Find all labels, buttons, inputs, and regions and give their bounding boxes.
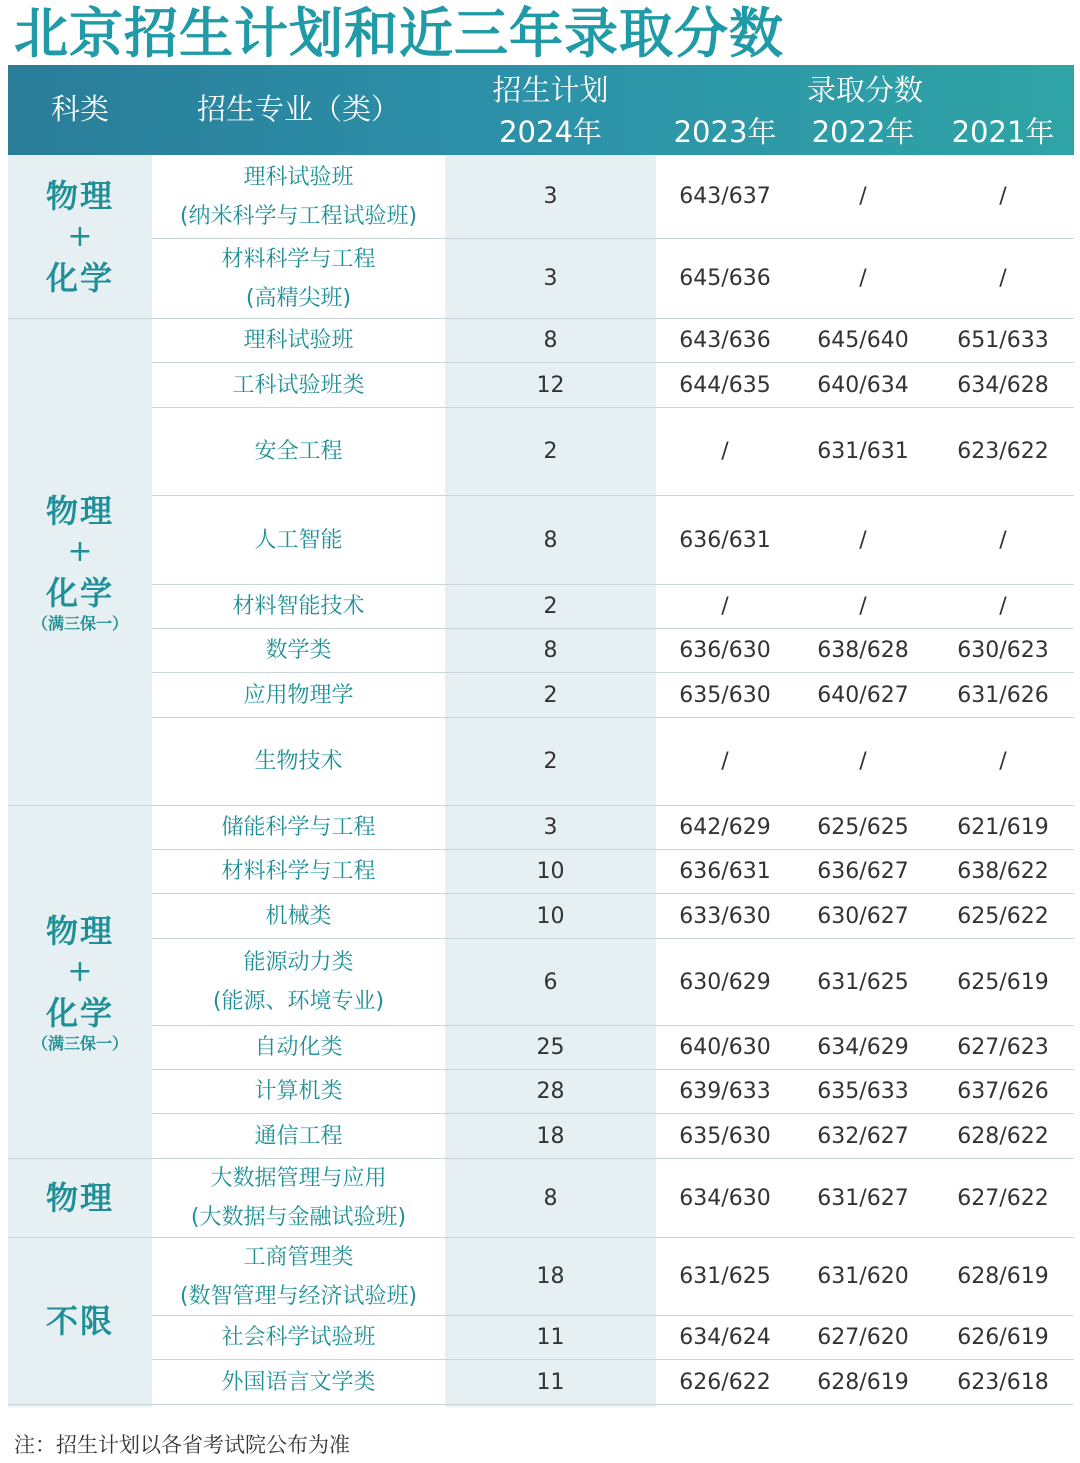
score-2023-cell: 644/635 [679,372,771,398]
header-major: 招生专业（类） [196,92,400,126]
major-cell [152,1114,445,1158]
major-name: 材料科学与工程 [221,859,376,884]
score-2022-cell: 631/625 [817,969,909,995]
table-row [152,1316,1074,1360]
major-cell [152,806,445,849]
subject-line1: 物理 [45,176,114,215]
score-2021-cell: / [999,266,1007,291]
score-2022-cell: / [859,266,867,291]
major-name: 数学类 [265,638,332,663]
score-2022-cell: 625/625 [817,815,909,840]
score-2023-cell: 635/630 [679,1123,771,1149]
table-row [152,1159,1074,1238]
plan-cell: 8 [543,328,558,353]
score-2023-cell: 630/629 [679,969,771,995]
table-row [152,585,1074,629]
header-plan-title: 招生计划 [492,73,609,107]
major-name: 理科试验班 [243,164,354,190]
major-name: 外国语言文学类 [221,1369,376,1395]
score-2021-cell: 627/622 [957,1185,1049,1211]
major-name: 自动化类 [254,1035,343,1060]
score-2022-cell: 645/640 [817,328,909,353]
major-name: 生物技术 [254,749,343,774]
table-row [152,1360,1074,1405]
score-2023-cell: 636/630 [679,638,771,663]
subject-line2: 化学 [45,994,114,1032]
score-2021-cell: 638/622 [957,859,1049,884]
major-name: 人工智能 [254,527,343,553]
plan-cell: 12 [536,372,565,398]
score-2022-cell: / [859,749,867,774]
plan-cell: 2 [543,439,558,464]
score-2023-cell: 634/630 [679,1185,771,1211]
score-2022-cell: 631/620 [817,1264,909,1289]
score-2022-cell: / [859,594,867,619]
score-2021-cell: 627/623 [957,1035,1049,1060]
header-plan-year: 2024年 [499,115,602,149]
table-row [152,939,1074,1026]
score-2023-cell: 643/637 [679,184,771,209]
table-row [152,1070,1074,1114]
major-name: 计算机类 [254,1079,343,1104]
plan-cell: 3 [543,266,558,291]
score-2023-cell: 642/629 [679,815,771,840]
table-row [152,155,1074,239]
score-2022-cell: 631/627 [817,1185,909,1211]
table-row [152,718,1074,806]
major-cell [152,1026,445,1069]
score-2021-cell: 628/622 [957,1123,1049,1149]
major-cell [152,1159,445,1237]
subject-plus: + [67,218,93,254]
score-2021-cell: 630/623 [957,638,1049,663]
score-2022-cell: 640/627 [817,682,909,708]
major-cell [152,496,445,584]
subject-note: （满三保一） [31,614,128,633]
subject-line1: 不限 [45,1302,114,1340]
score-2023-cell: 633/630 [679,903,771,929]
score-2023-cell: 631/625 [679,1264,771,1289]
subject-group [8,1238,152,1405]
major-cell [152,239,445,318]
score-2022-cell: 640/634 [817,372,909,398]
major-subname: (数智管理与经济试验班) [179,1283,418,1309]
score-2023-cell: / [721,439,729,464]
major-cell [152,155,445,238]
score-2023-cell: 636/631 [679,527,771,553]
score-2021-cell: 637/626 [957,1079,1049,1104]
plan-cell: 18 [536,1264,565,1289]
major-name: 材料科学与工程 [221,246,376,272]
score-2022-cell: 630/627 [817,903,909,929]
table-row [152,673,1074,718]
major-subname: (能源、环境专业) [212,989,385,1014]
major-name: 社会科学试验班 [221,1325,376,1350]
major-subname: (大数据与金融试验班) [190,1205,407,1230]
score-2021-cell: 628/619 [957,1264,1049,1289]
subject-note: （满三保一） [31,1034,128,1053]
score-2022-cell: 632/627 [817,1123,909,1149]
score-2021-cell: 651/633 [957,328,1049,353]
score-2021-cell: 623/618 [957,1369,1049,1395]
subject-line1: 物理 [45,1179,114,1217]
major-cell [152,585,445,628]
admission-table [8,65,1074,1407]
score-2023-cell: 634/624 [679,1325,771,1350]
plan-cell: 28 [536,1079,565,1104]
major-cell [152,673,445,717]
header-year-2021: 2021年 [951,115,1055,149]
score-2021-cell: 634/628 [957,372,1049,398]
score-2022-cell: 628/619 [817,1369,909,1395]
header-kelei: 科类 [50,92,109,126]
plan-cell: 2 [543,594,558,619]
score-2021-cell: 625/619 [957,969,1049,995]
subject-line1: 物理 [45,912,114,950]
table-body [8,155,1074,1407]
score-2023-cell: 636/631 [679,859,771,884]
subject-line2: 化学 [45,258,114,297]
table-row [152,408,1074,496]
score-2022-cell: 638/628 [817,638,909,663]
score-2021-cell: 623/622 [957,439,1049,464]
subject-plus: + [67,954,93,989]
score-2022-cell: / [859,184,867,209]
page-title: 北京招生计划和近三年录取分数 [14,2,784,65]
score-2022-cell: 636/627 [817,859,909,884]
table-row [152,363,1074,408]
major-name: 通信工程 [254,1123,343,1149]
score-2021-cell: / [999,594,1007,619]
major-name: 机械类 [265,903,332,929]
major-name: 材料智能技术 [232,594,365,619]
major-name: 工商管理类 [243,1244,354,1270]
score-2021-cell: / [999,749,1007,774]
footnote: 注：招生计划以各省考试院公布为准 [14,1433,350,1457]
major-name: 储能科学与工程 [221,815,376,840]
plan-cell: 10 [536,859,565,884]
header-year-2023: 2023年 [673,115,777,149]
plan-cell: 11 [536,1369,565,1395]
plan-cell: 8 [543,1185,558,1211]
subject-group [8,1159,152,1238]
score-2021-cell: 625/622 [957,903,1049,929]
plan-cell: 25 [536,1035,565,1060]
major-cell [152,1360,445,1404]
major-subname: (纳米科学与工程试验班) [179,203,418,229]
major-cell [152,1070,445,1113]
subject-line2: 化学 [45,574,114,612]
score-2022-cell: 634/629 [817,1035,909,1060]
subject-group [8,806,152,1159]
score-2022-cell: / [859,527,867,553]
table-row [152,806,1074,850]
table-row [152,496,1074,585]
major-name: 能源动力类 [243,950,354,975]
plan-cell: 11 [536,1325,565,1350]
table-row [152,1238,1074,1316]
score-2023-cell: / [721,749,729,774]
subject-group [8,319,152,806]
plan-cell: 8 [543,638,558,663]
major-cell [152,629,445,672]
score-2023-cell: 645/636 [679,266,771,291]
score-2022-cell: 635/633 [817,1079,909,1104]
major-name: 应用物理学 [243,682,354,708]
major-name: 理科试验班 [243,328,354,353]
plan-cell: 2 [543,682,558,708]
major-cell [152,894,445,938]
score-2023-cell: 626/622 [679,1369,771,1395]
subject-plus: + [67,534,93,569]
score-2021-cell: / [999,184,1007,209]
score-2022-cell: 631/631 [817,439,909,464]
table-row [152,629,1074,673]
header-score-title: 录取分数 [806,73,923,107]
major-subname: (高精尖班) [245,285,352,311]
score-2021-cell: 626/619 [957,1325,1049,1350]
major-cell [152,718,445,805]
score-2023-cell: 643/636 [679,328,771,353]
subject-group [8,155,152,319]
plan-cell: 6 [543,969,558,995]
subject-line1: 物理 [45,492,114,530]
table-row [152,850,1074,894]
table-row [152,239,1074,319]
plan-cell: 3 [543,815,558,840]
table-header [8,65,1074,155]
score-2023-cell: / [721,594,729,619]
score-2021-cell: / [999,527,1007,553]
score-2023-cell: 639/633 [679,1079,771,1104]
major-cell [152,319,445,362]
plan-cell: 18 [536,1123,565,1149]
table-row [152,319,1074,363]
major-cell [152,850,445,893]
score-2021-cell: 621/619 [957,815,1049,840]
score-2023-cell: 635/630 [679,682,771,708]
major-cell [152,1238,445,1315]
major-name: 大数据管理与应用 [210,1166,387,1191]
major-name: 安全工程 [254,439,343,464]
table-row [152,1114,1074,1159]
plan-cell: 2 [543,749,558,774]
major-cell [152,939,445,1025]
header-year-2022: 2022年 [811,115,915,149]
major-cell [152,363,445,407]
plan-cell: 10 [536,903,565,929]
score-2022-cell: 627/620 [817,1325,909,1350]
plan-cell: 3 [543,184,558,209]
table-row [152,1026,1074,1070]
score-2021-cell: 631/626 [957,682,1049,708]
table-row [152,894,1074,939]
major-cell [152,408,445,495]
score-2023-cell: 640/630 [679,1035,771,1060]
major-cell [152,1316,445,1359]
plan-cell: 8 [543,527,558,553]
major-name: 工科试验班类 [232,372,365,398]
